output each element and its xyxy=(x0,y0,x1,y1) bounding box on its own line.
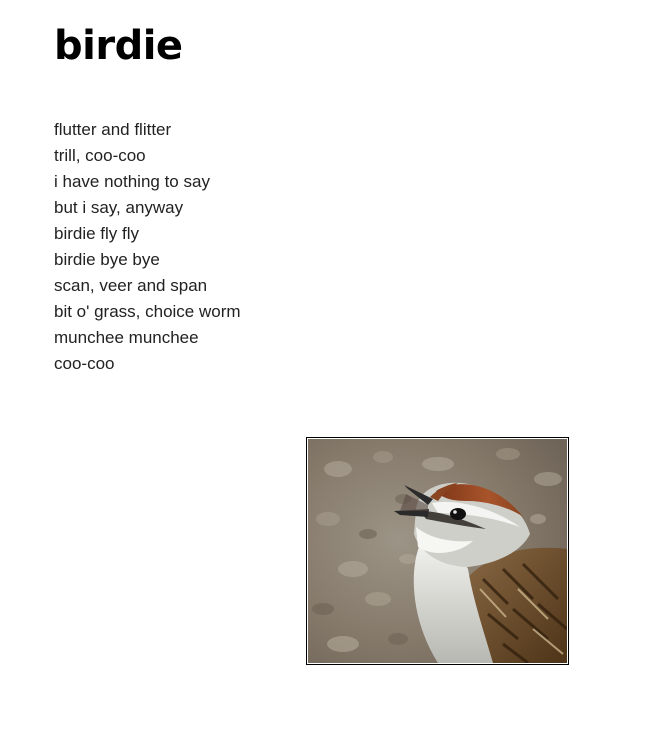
poem-body xyxy=(54,117,241,377)
sparrow-photo xyxy=(306,437,569,665)
poem-line: trill, coo-coo xyxy=(54,146,146,165)
poem-line: scan, veer and span xyxy=(54,276,208,295)
poem-line: i have nothing to say xyxy=(54,172,210,191)
poem-line: birdie bye bye xyxy=(54,250,160,269)
page-title: birdie xyxy=(54,23,183,69)
poem-line: coo-coo xyxy=(54,354,115,373)
poem-line: flutter and flitter xyxy=(54,120,172,139)
sparrow-image xyxy=(308,439,567,663)
poem-line: but i say, anyway xyxy=(54,198,184,217)
poem-line: bit o' grass, choice worm xyxy=(54,302,241,321)
sparrow-eye xyxy=(450,508,466,520)
poem-line: birdie fly fly xyxy=(54,224,140,243)
poem-line: munchee munchee xyxy=(54,328,199,347)
